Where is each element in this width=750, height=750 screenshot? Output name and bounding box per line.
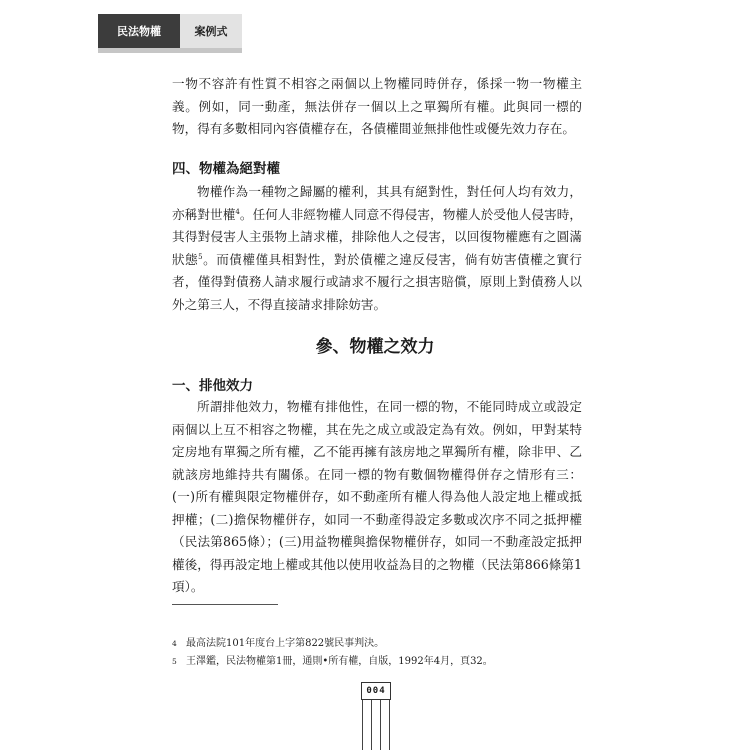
page-deco-line bbox=[389, 698, 390, 750]
tab-civil-law-property: 民法物權 bbox=[98, 14, 180, 48]
subsection-4-text-c: 。而債權僅具相對性，對於債權之違反侵害，倘有妨害債權之實行者，僅得對債務人請求履行或請求不履行之損害賠償，原則上對債務人以外之第三人，不得直接請求排除妨害。 bbox=[172, 251, 583, 312]
footnote-5 bbox=[172, 655, 592, 669]
page-deco-line bbox=[371, 698, 372, 750]
intro-paragraph: 一物不容許有性質不相容之兩個以上物權同時併存，係採一物一物權主義。例如，同一動產，無法併存一個以上之單獨所有權。此與同一標的物，得有多數相同內容債權存在，各債權間並無排他性或優先效力存在。 bbox=[172, 76, 582, 136]
subsection-4-paragraph bbox=[172, 181, 582, 316]
subsection-4-heading: 四、物權為絕對權 bbox=[172, 161, 280, 177]
footnote-ref-5: 5 bbox=[198, 252, 203, 261]
footnote-5-number: 5 bbox=[172, 657, 177, 666]
subsection-4-text-a: 物權作為一種物之歸屬的權利，其具有絕對性，對任何人均有效力，亦稱對世權 bbox=[172, 184, 582, 222]
page-deco-line bbox=[362, 698, 363, 750]
footnote-5-text: 王澤鑑，民法物權第1冊，通則•所有權，自版，1992年4月，頁32。 bbox=[186, 656, 493, 667]
tab-case-style: 案例式 bbox=[194, 25, 228, 38]
page-number: 004 bbox=[361, 682, 391, 700]
footnote-4-number: 4 bbox=[172, 639, 177, 648]
footnote-4 bbox=[172, 637, 592, 651]
subsection-1-heading: 一、排他效力 bbox=[172, 378, 253, 394]
header-tabs bbox=[98, 14, 242, 53]
subsection-1-paragraph: 所謂排他效力，物權有排他性，在同一標的物，不能同時成立或設定兩個以上互不相容之物權，其在先之成立或設定為有效。例如，甲對某特定房地有單獨之所有權，乙不能再擁有該房地之單獨所有權，除非甲、乙就該房地維持共有關係。在同一標的物有數個物權得併存之情形有三：(一)所有權與限定物權併存，如不動產所有權人得為他人設定地上權或抵押權；(二)擔保物權併存，如同一不動產得設定多數或次序不同之抵押權（民法第865條）；(三)用益物權與擔保物權併存，如同一不動產設定抵押權後，得再設定地上權或其他以使用收益為目的之物權（民法第866條第1項）。 bbox=[172, 399, 582, 594]
footnote-divider bbox=[172, 604, 278, 605]
footnote-4-text: 最高法院101年度台上字第822號民事判決。 bbox=[186, 638, 385, 649]
page-deco-line bbox=[380, 698, 381, 750]
subsection-4-text-b: 。任何人非經物權人同意不得侵害，物權人於受他人侵害時，其得對侵害人主張物上請求權，排除他人之侵害，以回復物權應有之圓滿狀態 bbox=[172, 206, 583, 267]
footnote-ref-4: 4 bbox=[235, 207, 240, 216]
section-title: 參、物權之效力 bbox=[315, 337, 435, 357]
